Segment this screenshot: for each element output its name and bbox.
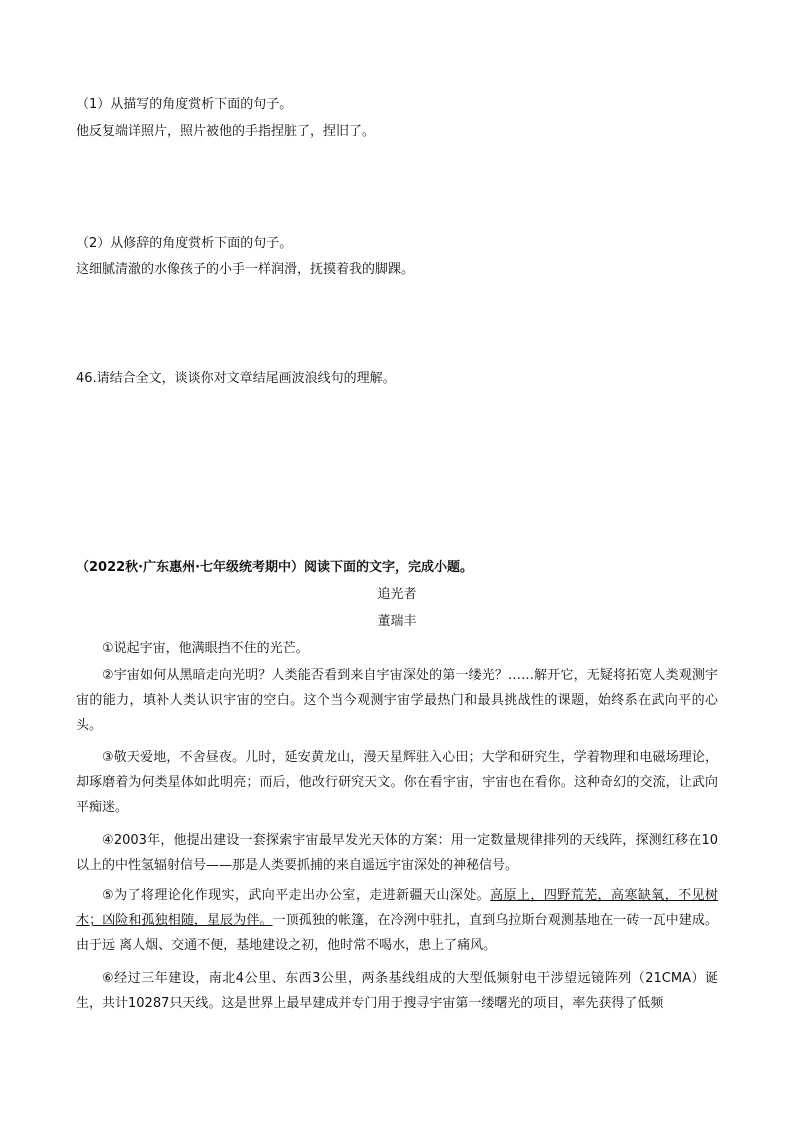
- paragraph-6: ⑥经过三年建设，南北4公里、东西3公里，两条基线组成的大型低频射电干涉望远镜阵列（21CMA）诞生，共计10287只天线。这是世界上最早建成并专门用于搜寻宇宙第一缕曙光的项目，率先获得了低频: [76, 971, 718, 1011]
- paragraph-5-start: ⑤为了将理论化作现实，武向平走出办公室，走进新疆天山深处。: [102, 888, 491, 903]
- paragraph-5-underlined: 高原上，四野荒芜，高寒缺氧，不见树木；凶险和孤独相随，星辰为伴。: [76, 888, 718, 928]
- paragraph-4: ④2003年，他提出建设一套探索宇宙最早发光天体的方案：用一定数量规律排列的天线阵，探测红移在10以上的中性氢辐射信号——那是人类要抓捕的来自遥远宇宙深处的神秘信号。: [76, 833, 718, 873]
- paragraph-3: ③敬天爱地，不舍昼夜。儿时，延安黄龙山，漫天星辉驻入心田；大学和研究生，学着物理和电磁场理论，却琢磨着为何类星体如此明亮；而后，他改行研究天文。你在看宇宙，宇宙也在看你。这种奇幻的交流，让武向平痴迷。: [76, 750, 718, 815]
- question-46: 46.请结合全文，谈谈你对文章结尾画波浪线句的理解。: [76, 371, 396, 386]
- paragraph-2: ②宇宙如何从黑暗走向光明？人类能否看到来自宇宙深处的第一缕光？……解开它，无疑将拓宽人类观测宇宙的能力，填补人类认识宇宙的空白。这个当今观测宇宙学最热门和最具挑战性的课题，始终系在武向平的心头。: [76, 668, 718, 733]
- passage-author: 董瑞丰: [377, 614, 417, 629]
- paragraph-5-end: 一顶孤独的帐篷，在冷洌中驻扎，直到乌拉斯台观测基地在一砖一瓦中建成。由于远 离人烟、交通不便，基地建设之初，他时常不喝水，患上了痛风。: [76, 913, 718, 953]
- question-2-prompt: （2）从修辞的角度赏析下面的句子。: [76, 236, 293, 251]
- paragraph-5: [76, 883, 718, 958]
- passage-source: （2022秋·广东惠州·七年级统考期中）阅读下面的文字，完成小题。: [76, 560, 474, 575]
- question-1-prompt: （1）从描写的角度赏析下面的句子。: [76, 97, 293, 112]
- paragraph-1: ①说起宇宙，他满眼挡不住的光芒。: [102, 641, 309, 656]
- passage-title: 追光者: [377, 587, 417, 602]
- question-2-sentence: 这细腻清澈的水像孩子的小手一样润滑，抚摸着我的脚踝。: [76, 262, 415, 277]
- question-1-sentence: 他反复端详照片，照片被他的手指捏脏了，捏旧了。: [76, 124, 376, 139]
